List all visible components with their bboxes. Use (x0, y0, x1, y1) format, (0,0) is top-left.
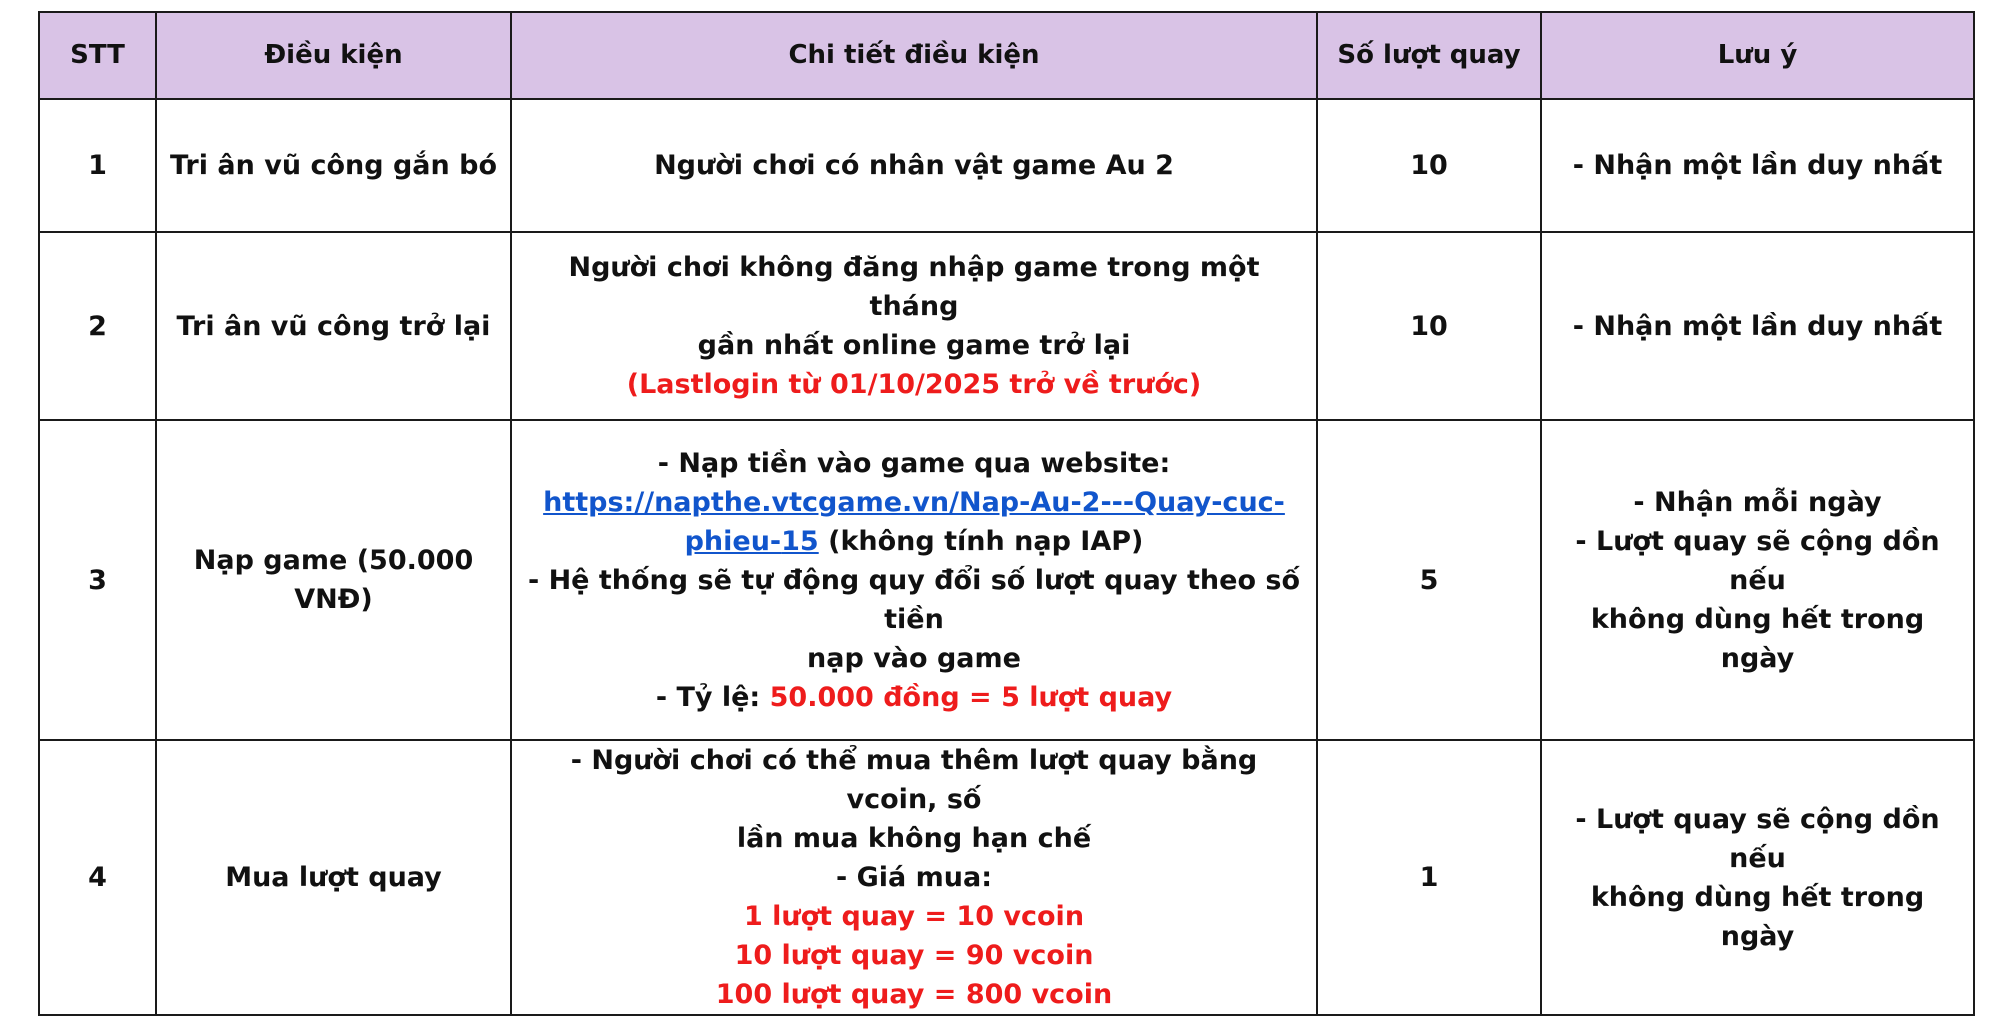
row-spin-count: 1 (1317, 740, 1541, 1015)
note-line: - Nhận một lần duy nhất (1572, 150, 1943, 181)
detail-line: - Hệ thống sẽ tự động quy đổi số lượt quay theo số tiền (527, 564, 1301, 635)
iap-exclusion-note: (không tính nạp IAP) (818, 525, 1144, 557)
detail-line: Người chơi có nhân vật game Au 2 (654, 150, 1174, 181)
row-spin-count: 10 (1317, 99, 1541, 232)
note-line: - Nhận mỗi ngày (1633, 486, 1882, 518)
note-line: - Nhận một lần duy nhất (1572, 310, 1943, 342)
detail-line: Người chơi không đăng nhập game trong một tháng (568, 252, 1260, 322)
detail-line: lần mua không hạn chế (736, 823, 1092, 854)
price-line: 100 lượt quay = 800 vcoin (715, 979, 1113, 1010)
row-detail (511, 99, 1317, 232)
rate-value: 50.000 đồng = 5 lượt quay (769, 681, 1173, 713)
row-note (1541, 740, 1974, 1015)
topup-link-text-part1: https://napthe.vtcgame.vn/Nap-Au-2---Quay-cuc-phieu- (543, 486, 1285, 557)
spin-conditions-table-wrapper (38, 11, 1973, 1016)
row-detail (511, 232, 1317, 420)
rate-line (522, 678, 1306, 717)
table-row (39, 232, 1974, 420)
detail-line: - Giá mua: (835, 862, 992, 893)
price-line: 1 lượt quay = 10 vcoin (743, 901, 1085, 932)
header-note: Lưu ý (1541, 12, 1974, 99)
row-stt: 2 (39, 232, 156, 420)
row-note (1541, 99, 1974, 232)
row-condition: Tri ân vũ công gắn bó (156, 99, 511, 232)
table-row (39, 99, 1974, 232)
row-stt: 1 (39, 99, 156, 232)
detail-line: - Nạp tiền vào game qua website: (657, 447, 1171, 479)
table-header-row (39, 12, 1974, 99)
detail-link-line (522, 483, 1306, 561)
price-line: 10 lượt quay = 90 vcoin (734, 940, 1094, 971)
row-note (1541, 232, 1974, 420)
header-condition-detail: Chi tiết điều kiện (511, 12, 1317, 99)
row-spin-count: 10 (1317, 232, 1541, 420)
detail-line: gần nhất online game trở lại (697, 330, 1131, 361)
row-detail (511, 740, 1317, 1015)
table-row (39, 740, 1974, 1015)
row-stt: 3 (39, 420, 156, 740)
note-line: không dùng hết trong ngày (1590, 603, 1925, 674)
row-detail (511, 420, 1317, 740)
note-line: - Lượt quay sẽ cộng dồn nếu (1575, 525, 1940, 596)
row-spin-count: 5 (1317, 420, 1541, 740)
topup-link-text-part2: 15 (781, 525, 819, 557)
table-row (39, 420, 1974, 740)
rate-label: - Tỷ lệ: (655, 681, 770, 713)
lastlogin-highlight: (Lastlogin từ 01/10/2025 trở về trước) (626, 369, 1202, 400)
row-condition: Mua lượt quay (156, 740, 511, 1015)
header-spin-count: Số lượt quay (1317, 12, 1541, 99)
note-line: - Lượt quay sẽ cộng dồn nếu (1575, 803, 1940, 874)
detail-line: nạp vào game (807, 642, 1021, 674)
row-condition: Tri ân vũ công trở lại (156, 232, 511, 420)
row-condition: Nạp game (50.000 VNĐ) (156, 420, 511, 740)
header-condition: Điều kiện (156, 12, 511, 99)
row-stt: 4 (39, 740, 156, 1015)
header-stt: STT (39, 12, 156, 99)
spin-conditions-table (38, 11, 1975, 1016)
detail-line: - Người chơi có thể mua thêm lượt quay bằng vcoin, số (570, 745, 1258, 815)
row-note (1541, 420, 1974, 740)
note-line: không dùng hết trong ngày (1590, 881, 1925, 952)
